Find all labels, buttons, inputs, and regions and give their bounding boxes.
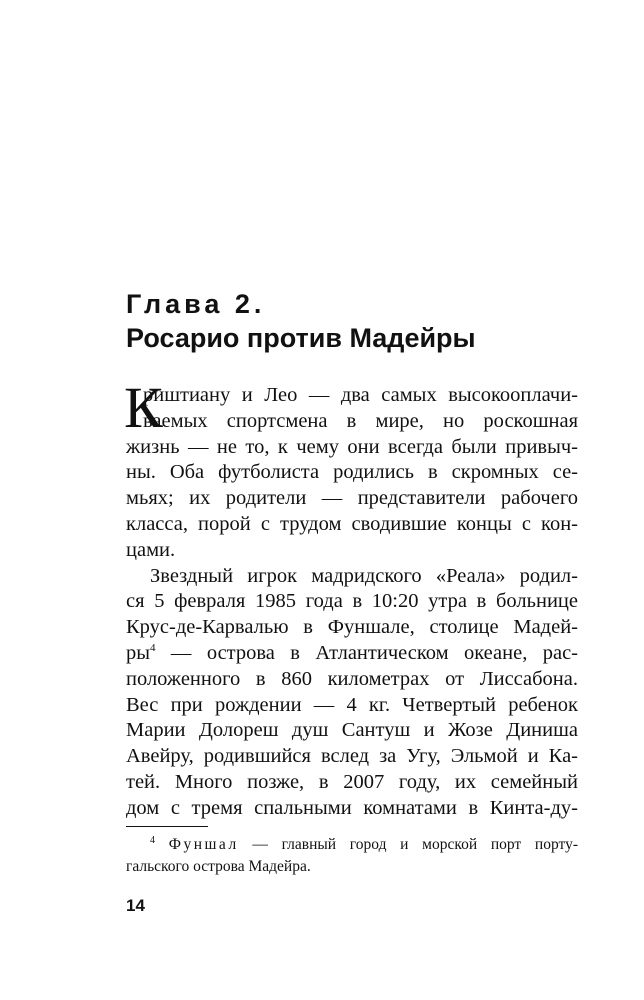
text-line-13: Вес при рождении — 4 кг. Четвертый ребенок (126, 693, 578, 716)
text-line-8: Звездный игрок мадридского «Реала» родил- (150, 564, 578, 587)
text-line-2: ваемых спортсмена в мире, но роскошная (143, 409, 578, 432)
body-text (124, 375, 578, 822)
footnote (126, 834, 578, 878)
page-number: 14 (126, 896, 145, 915)
chapter-title: Росарио против Мадейры (126, 323, 476, 353)
text-line-10: Крус-де-Карвалью в Фуншале, столице Мадей- (126, 616, 578, 639)
chapter-label: Глава 2. (126, 289, 266, 319)
footnote-term: Фуншал (168, 836, 239, 853)
footnote-divider (126, 826, 208, 827)
text-line-11-start: ры (126, 641, 151, 664)
footnote-line-2: гальского острова Мадейра. (126, 858, 311, 875)
drop-cap: К (124, 375, 163, 440)
text-line-14: Марии Долореш душ Сантуш и Жозе Диниша (126, 719, 578, 742)
footnote-reference[interactable]: 4 (150, 641, 156, 654)
text-line-3: жизнь — не то, к чему они всегда были привыч- (126, 435, 578, 458)
text-line-11 (126, 641, 578, 667)
text-line-4: ны. Оба футболиста родились в скромных се- (126, 461, 578, 484)
footnote-line-1-rest: — главный город и морской порт порту- (238, 836, 578, 853)
text-line-1-content: риштиану и Лео — два самых высокооплачи- (143, 384, 578, 406)
text-line-9: ся 5 февраля 1985 года в 10:20 утра в больнице (126, 590, 578, 613)
text-line-7: цами. (126, 538, 176, 561)
text-line-15: Авейру, родившийся вслед за Угу, Эльмой и Ка- (126, 745, 578, 768)
chapter-heading (126, 287, 586, 355)
text-line-12: положенного в 860 километрах от Лиссабона. (126, 667, 578, 690)
footnote-mark: 4 (150, 835, 155, 846)
text-line-6: класса, порой с трудом сводившие концы с кон- (126, 512, 578, 535)
text-line-5: мьях; их родители — представители рабочего (126, 487, 578, 510)
text-line-16: тей. Много позже, в 2007 году, их семейный (126, 770, 578, 793)
text-line-17: дом с тремя спальными комнатами в Кинта-ду- (126, 796, 578, 819)
text-line-11-end: — острова в Атлантическом океане, рас- (155, 641, 578, 664)
footnote-line-1 (126, 834, 578, 856)
